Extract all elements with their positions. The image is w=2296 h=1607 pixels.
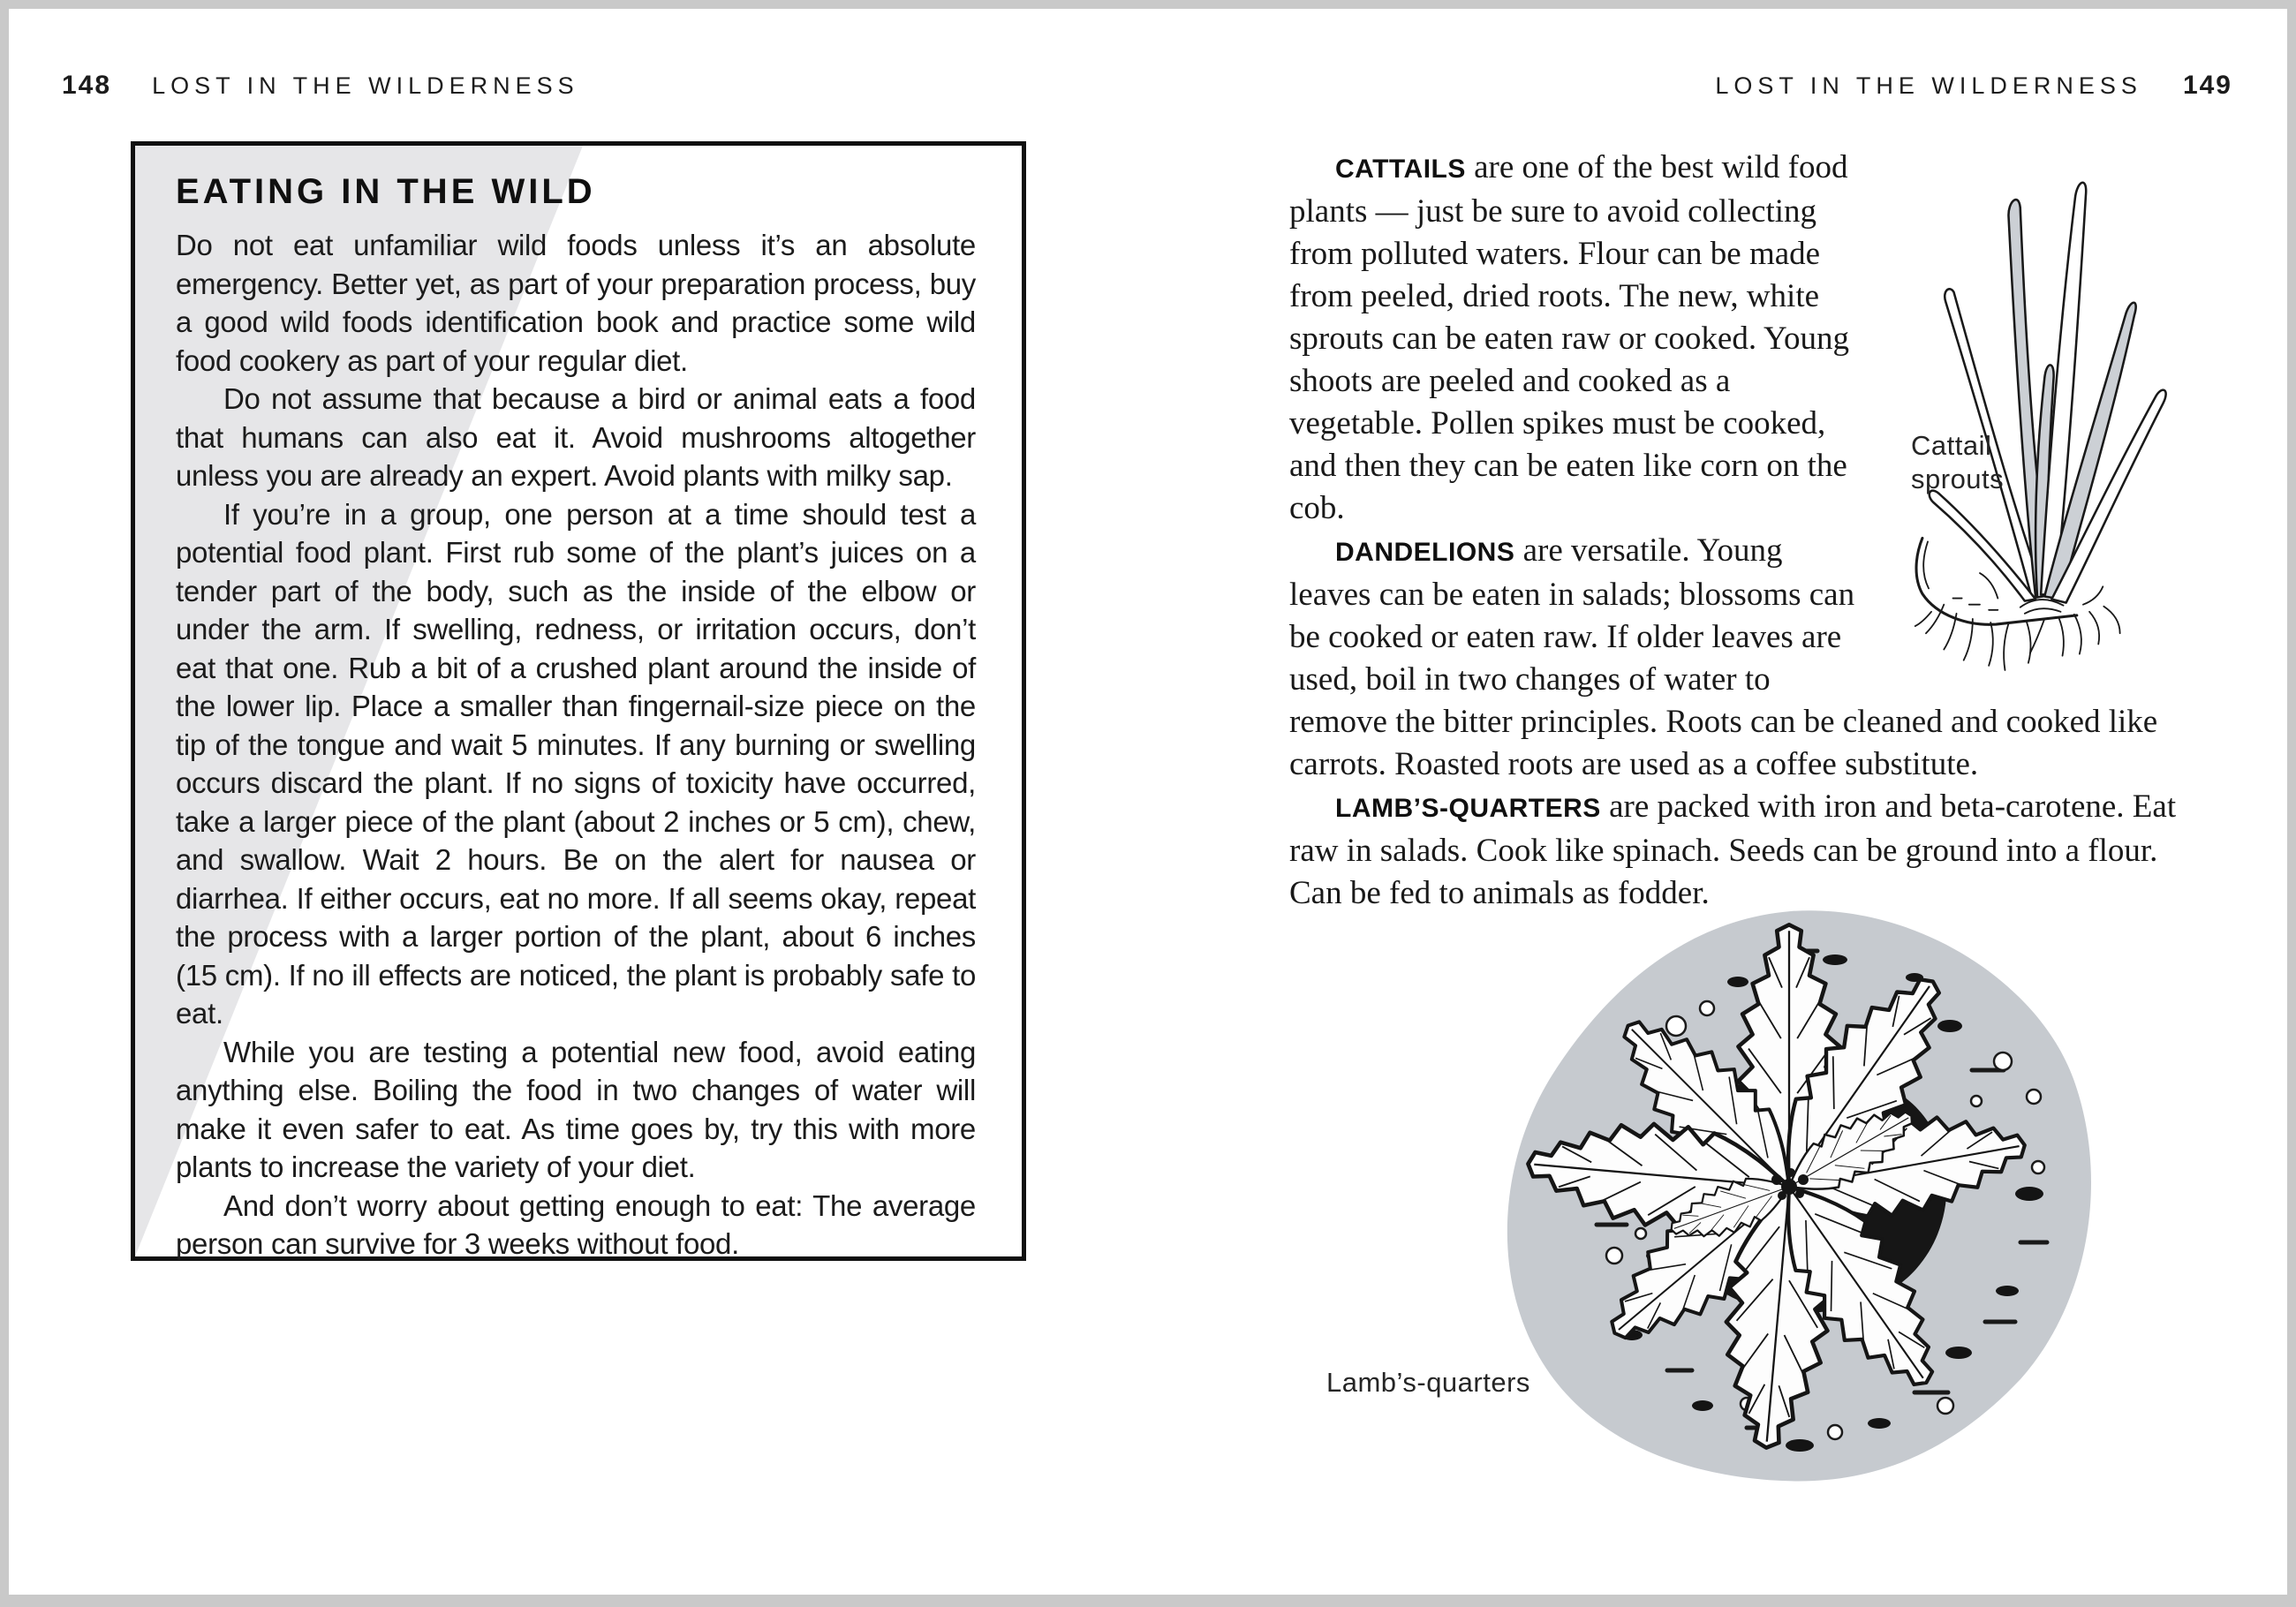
cattail-caption [1911,429,2004,496]
running-title-left: LOST IN THE WILDERNESS [152,72,579,99]
entry-text: are versatile. Young leaves can be eaten in salads; blossoms can be cooked or eaten raw. If older leaves are used, boil in two changes of water to remove the bitter principles. Roots can be cleaned and cooked like carrots. Roasted roots are used as a coffee substitute. [1289,532,2158,782]
box-paragraph: If you’re in a group, one person at a time should test a potential food plant. First rub some of the plant’s juices on a tender part of the body, such as the inside of the elbow or under the arm. If swelling, redness, or irritation occurs, don’t eat that one. Rub a bit of a crushed plant around the inside of the lower lip. Place a smaller than fingernail-size piece on the tip of the tongue and wait 5 minutes. If any burning or swelling occurs discard the plant. If no signs of toxicity have occurred, take a larger piece of the plant (about 2 inches or 5 cm), chew, and swallow. Wait 2 hours. Be on the alert for nausea or diarrhea. If either occurs, eat no more. If all seems okay, repeat the process with a larger portion of the plant, about 6 inches (15 cm). If no ill effects are noticed, the plant is probably safe to eat. [176,497,976,1030]
entry-text: are one of the best wild food plants — just be sure to avoid collecting from polluted waters. Flour can be made from peeled, dried roots. The new, white sprouts can be eaten raw or cooked. Young shoots are peeled and cooked as a vegetable. Pollen spikes must be cooked, and then they can be eaten like corn on the cob. [1289,149,1849,526]
lambs-quarters-illustration [1455,876,2126,1494]
box-content [135,146,1022,1264]
wild-foods-column [1289,147,2209,915]
box-paragraph: Do not eat unfamiliar wild foods unless it’s an absolute emergency. Better yet, as part of your preparation process, buy a good wild foods identification book and practice some wild food cookery as part of your regular diet. [176,229,976,377]
box-paragraph: While you are testing a potential new food, avoid eating anything else. Boiling the food in two changes of water will make it even safer to eat. As time goes by, try this with more plants to increase the variety of your diet. [176,1035,976,1183]
entry-term: CATTAILS [1335,155,1466,184]
box-paragraph: And don’t worry about getting enough to eat: The average person can survive for 3 weeks without food. [176,1188,976,1260]
running-head-left [62,71,579,101]
running-head-right [1715,71,2232,101]
box-title: EATING IN THE WILD [176,172,596,211]
page-number-right: 149 [2182,71,2232,100]
eating-in-the-wild-box [131,141,1026,1261]
cattail-caption-line: sprouts [1911,464,2005,494]
entry-term: LAMB’S-QUARTERS [1335,794,1601,823]
entry-text: are packed with iron and beta-carotene. Eat raw in salads. Cook like spinach. Seeds can be ground into a flour. Can be fed to animals as fodder. [1289,788,2177,911]
cattail-figure [1856,147,2209,694]
entry-term: DANDELIONS [1335,538,1515,567]
page-number-left: 148 [62,71,112,100]
box-body [176,226,976,1264]
cattail-caption-line: Cattail [1911,430,1992,461]
box-paragraph: Do not assume that because a bird or animal eats a food that humans can also eat it. Avoid mushrooms altogether unless you are already an expert. Avoid plants with milky sap. [176,382,976,492]
cattail-sprouts-illustration [1888,145,2179,675]
running-title-right: LOST IN THE WILDERNESS [1715,72,2142,99]
lambs-quarters-caption: Lamb’s-quarters [1326,1367,1530,1398]
